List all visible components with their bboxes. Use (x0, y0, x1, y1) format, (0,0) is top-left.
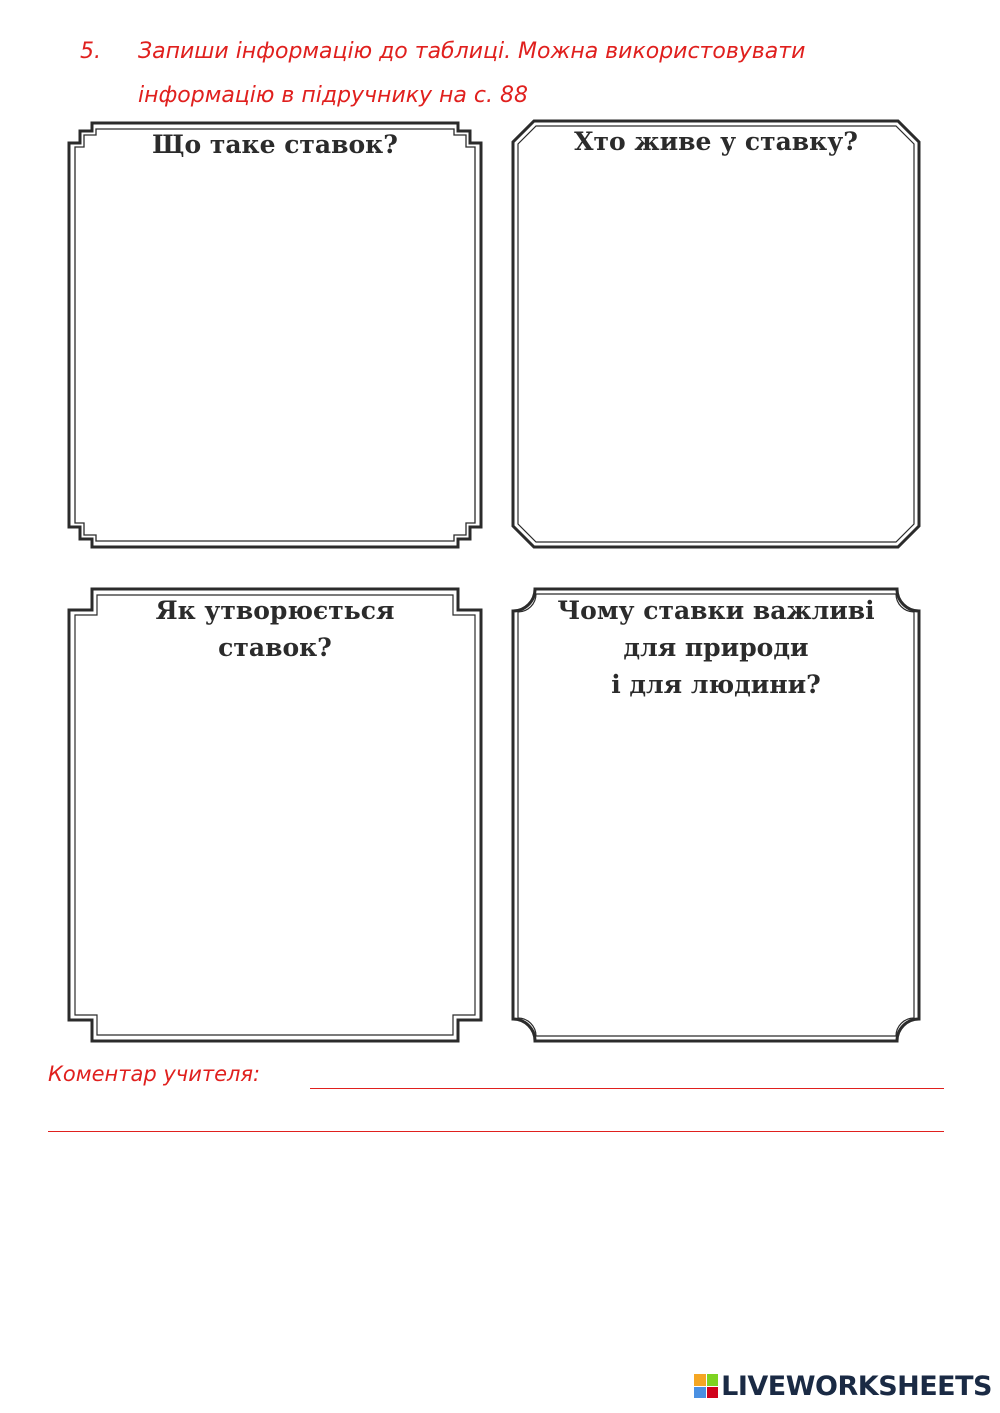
teacher-comment-line-2[interactable] (48, 1131, 944, 1132)
logo-tile (694, 1374, 706, 1386)
box-title-line: ставок? (218, 633, 332, 662)
liveworksheets-logo (694, 1371, 992, 1401)
box-who-lives-in-pond (510, 118, 922, 550)
answer-area-who-lives[interactable] (530, 178, 902, 530)
task-text-line-1: Запиши інформацію до таблиці. Можна використовувати (138, 39, 806, 64)
answer-area-how-forms[interactable] (86, 676, 464, 1024)
box-title-line: Хто живе у ставку? (574, 127, 858, 156)
task-text-line-2: інформацію в підручнику на с. 88 (138, 83, 528, 108)
liveworksheets-logo-icon (694, 1374, 718, 1398)
box-why-ponds-important (510, 586, 922, 1044)
answer-area-what-is-pond[interactable] (86, 180, 464, 530)
logo-text: LIVEWORKSHEETS (721, 1370, 992, 1402)
teacher-comment-label: Коментар учителя: (48, 1062, 261, 1086)
logo-tile (707, 1374, 719, 1386)
box-title-line: Як утворюється (155, 596, 395, 625)
logo-tile (707, 1387, 719, 1399)
box-title-line: Чому ставки важливі (557, 596, 875, 625)
box-what-is-pond (66, 120, 484, 550)
box-title (510, 592, 922, 703)
box-title-line: і для людини? (611, 670, 821, 699)
box-how-pond-forms (66, 586, 484, 1044)
box-title-line: Що таке ставок? (152, 130, 398, 159)
box-title (66, 592, 484, 666)
logo-tile (694, 1387, 706, 1399)
box-title (66, 126, 484, 163)
task-text (138, 30, 938, 118)
answer-area-why-important[interactable] (530, 711, 902, 1024)
box-title (510, 123, 922, 160)
box-title-line: для природи (623, 633, 809, 662)
teacher-comment-line-1[interactable] (310, 1088, 944, 1089)
task-number: 5. (80, 39, 101, 64)
